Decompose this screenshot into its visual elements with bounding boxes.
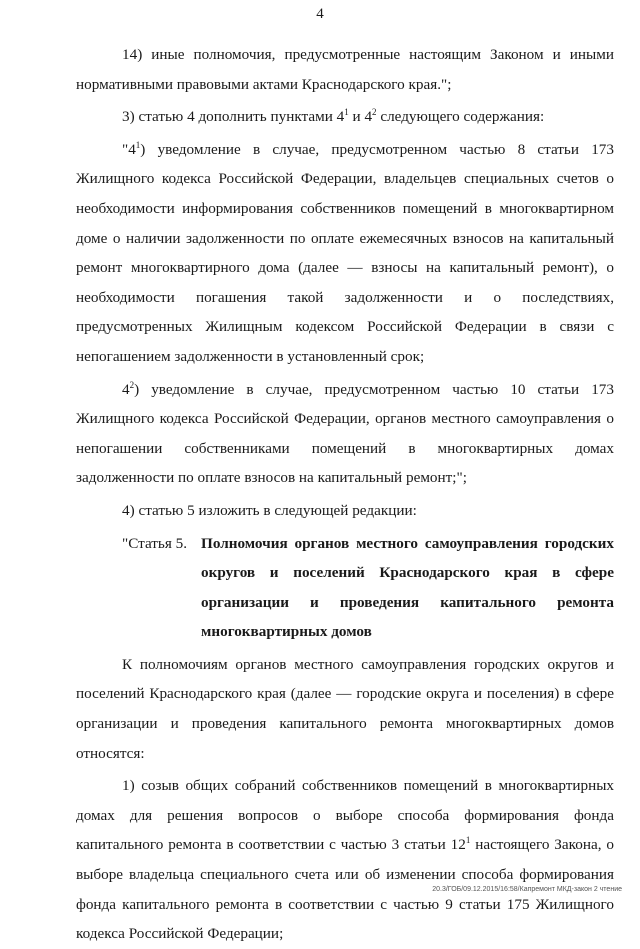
page-number: 4	[316, 6, 324, 22]
document-body	[76, 40, 614, 949]
paragraph-amend-article-5: 4) статью 5 изложить в следующей редакции:	[122, 501, 417, 519]
paragraph-item-14: 14) иные полномочия, предусмотренные настоящим Законом и иными нормативными правовыми актами Краснодарского края.";	[76, 46, 614, 93]
paragraph-power-1: 1) созыв общих собраний собственников помещений в многоквартирных домах для решения вопросов о выборе способа формирования фонда капитального ремонта в соответствии с частью 3 статьи $12^1$ настоящего Закона, о выборе владельца специального счета или об изменении способа формирования фонда капитального ремонта в соответствии с частью 9 статьи 175 Жилищного кодекса Российской Федерации;	[76, 777, 615, 943]
paragraph-item-4-2: $4^2$) уведомление в случае, предусмотренном частью 10 статьи 173 Жилищного кодекса Российской Федерации, органов местного самоуправления о непогашении собственниками помещений в многоквартирных домах задолженности по оплате взносов на капитальный ремонт;";	[76, 379, 614, 487]
footer-file-path: 20.3/ГОБ/09.12.2015/16:58/Капремонт МКД-закон 2 чтение	[432, 886, 622, 893]
article-label: "Статья 5.	[122, 534, 188, 552]
paragraph-item-4-1: "$4^1$) уведомление в случае, предусмотренном частью 8 статьи 173 Жилищного кодекса Российской Федерации, владельцев специальных счетов о необходимости информирования собственников помещений в многоквартирном доме о наличии задолженности по оплате ежемесячных взносов на капитальный ремонт многоквартирного дома (далее — взносы на капитальный ремонт), о необходимости погашения такой задолженности и о последствиях, предусмотренных Жилищным кодексом Российской Федерации в связи с непогашением задолженности в установленный срок;	[76, 139, 614, 365]
article-5-heading	[76, 529, 614, 647]
paragraph-powers-intro: К полномочиям органов местного самоуправления городских округов и поселений Краснодарского края (далее — городские округа и поселения) в сфере организации и проведения капитального ремонта многоквартирных домов относятся:	[76, 655, 614, 762]
paragraph-amend-article-4: 3) статью 4 дополнить пунктами $4^1$ и $4^2$ следующего содержания:	[122, 107, 545, 126]
article-title: Полномочия органов местного самоуправления городских округов и поселений Краснодарского края в сфере организации и проведения капитального ремонта многоквартирных домов	[201, 534, 614, 641]
